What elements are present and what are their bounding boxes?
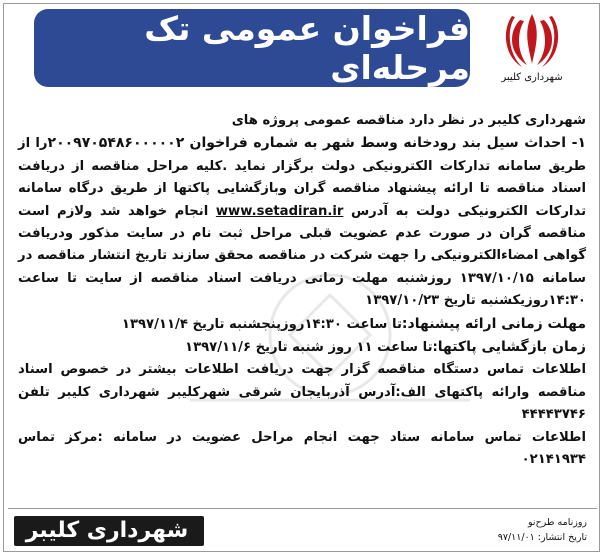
deadline-label: مهلت زمانی ارائه پیشنهاد:	[401, 315, 586, 332]
contact-info: اطلاعات تماس دستگاه مناقصه گزار جهت دریافت اطلاعات بیشتر در خصوص اسناد مناقصه وارائه پاکتهای الف:آدرس آذربایجان شرقی شهرکلیبر شهرداری کلیبر تلفن ۴۴۴۴۳۷۴۶	[18, 362, 586, 423]
notice-intro: شهرداری کلیبر در نظر دارد مناقصه عمومی پروژه های	[231, 113, 586, 128]
notice-body	[18, 110, 586, 472]
header-banner	[34, 9, 470, 87]
opening-value: :تا ساعت ۱۱ روز شنبه تاریخ ۱۳۹۷/۱۱/۶	[185, 340, 438, 356]
item1-text-after-website: انجام خواهد شد ولازم است مناقصه گران در صورت عدم عضویت قبلی مراحل ثبت نام در سایت مذکور ودریافت گواهی امضاءالکترونیکی را جهت شرکت در مناقصه محقق سازند تاریخ انتشار مناقصه در سامانه ۱۳۹۷/۱۰/۱۵ روزشنبه مهلت زمانی دریافت اسناد مناقصه از سایت تا ساعت ۱۴:۳۰روزیکشنبه تاریخ ۱۳۹۷/۱۰/۲۳	[18, 203, 586, 309]
tender-number: ۲۰۰۹۷۰۵۴۸۶۰۰۰۰۰۲	[47, 135, 185, 152]
setad-contact: اطلاعات تماس سامانه ستاد جهت انجام مراحل عضویت در سامانه :مرکز تماس ۰۲۱۴۱۹۳۴	[18, 429, 586, 468]
page-title: فراخوان عمومی تک مرحله‌ای	[144, 9, 470, 87]
emblem-caption: شهرداری کلیبر	[501, 72, 563, 83]
footer-brand: شهرداری کلیبر	[25, 518, 189, 543]
deadline-value: تا ساعت ۱۴:۳۰روزپنجشنبه تاریخ ۱۳۹۷/۱۱/۴	[121, 316, 402, 332]
item1-text-after-number: را از طریق سامانه تدارکات الکترونیکی دولت برگزار نماید .کلیه مراحل مناقصه از دریافت اسناد مناقصه تا ارائه پیشنهاد مناقصه گران وبازگشایی پاکتها از طریق درگاه سامانه تدارکات الکترونیکی دولت به آدرس	[18, 136, 587, 219]
footer-divider	[8, 508, 597, 509]
opening-row	[18, 336, 586, 359]
deadline-row	[18, 313, 586, 336]
setad-website-link[interactable]: www.setadiran.ir	[215, 203, 344, 219]
publish-date: تاریخ انتشار: ۹۷/۱۱/۰۱	[497, 532, 587, 543]
notice-item-1	[18, 132, 586, 312]
iran-emblem-icon	[500, 8, 564, 72]
opening-label: زمان بازگشایی پاکتها	[437, 339, 586, 356]
publication-info	[447, 515, 587, 545]
item1-text-before-number: ۱- احداث سیل بند رودخانه وسط شهر به شماره فراخوان	[189, 135, 586, 152]
newspaper-name: روزنامه طرح‌نو	[528, 517, 587, 528]
